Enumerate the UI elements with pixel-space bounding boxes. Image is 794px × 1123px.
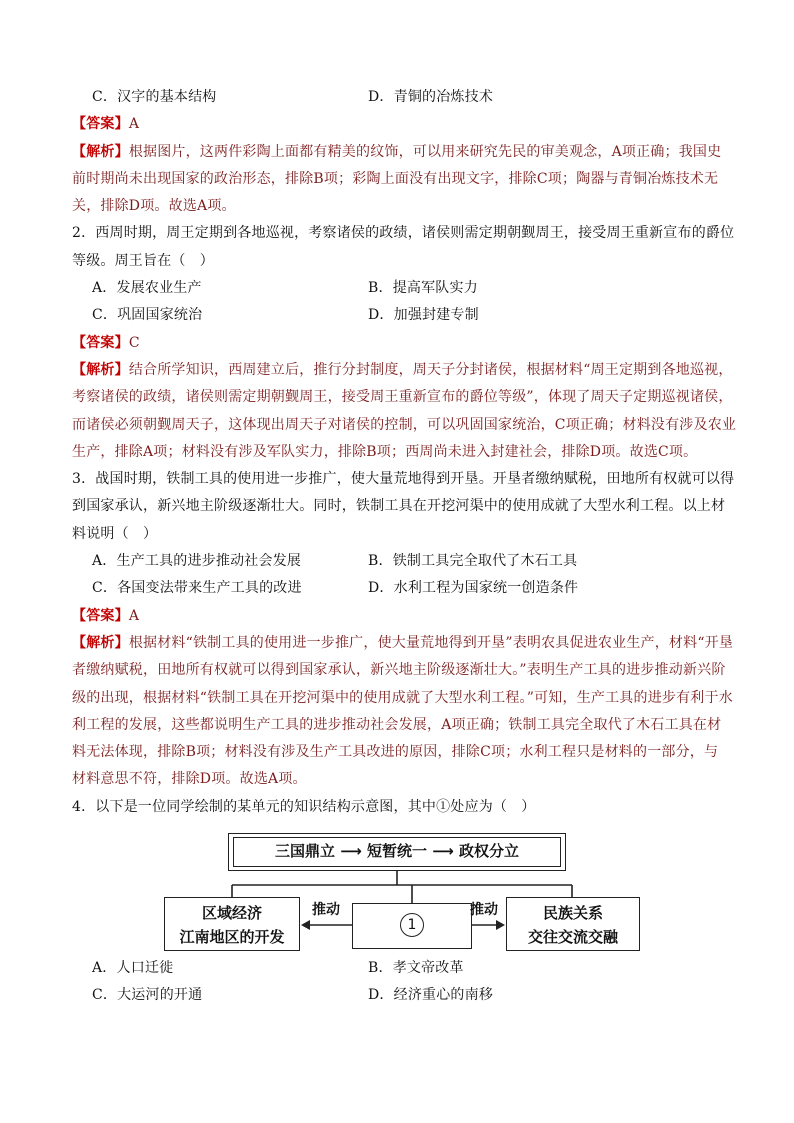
- analysis-text: 根据图片，这两件彩陶上面都有精美的纹饰，可以用来研究先民的审美观念，A项正确；我国史: [128, 143, 722, 160]
- q1-analysis-line: 关，排除D项。故选A项。: [72, 198, 236, 215]
- document-page: [72, 84, 737, 1010]
- q3-stem-line: 3．战国时期，铁制工具的使用进一步推广，使大量荒地得到开垦。开垦者缴纳赋税，田地所有权就可以得: [72, 471, 735, 488]
- q2-stem-line: 2．西周时期，周王定期到各地巡视，考察诸侯的政绩，诸侯则需定期朝觐周王，接受周王重新宣布的爵位: [72, 225, 735, 242]
- q3-option-c: C．各国变法带来生产工具的改进: [92, 580, 302, 597]
- q3-answer: [72, 603, 728, 630]
- diagram-center-box: [352, 903, 472, 949]
- q1-options-cd: [72, 84, 728, 111]
- q2-answer: [72, 330, 728, 357]
- knowledge-structure-diagram: [72, 823, 728, 951]
- left-box-line1: 区域经济: [201, 904, 262, 923]
- analysis-tag: 【解析】: [72, 361, 129, 378]
- q3-option-a: A．生产工具的进步推动社会发展: [92, 553, 302, 570]
- left-box-line2: 江南地区的开发: [179, 928, 285, 947]
- q3-analysis-line: 料无法体现，排除B项；材料没有涉及生产工具改进的原因，排除C项；水利工程只是材料的一部分，与: [72, 744, 719, 761]
- q3-option-b: B．铁制工具完全取代了木石工具: [368, 553, 578, 570]
- answer-value: C: [128, 334, 140, 351]
- q3-analysis-line: 级的出现，根据材料“铁制工具在开挖河渠中的使用成就了大型水利工程。”可知，生产工具的进步有利于水: [72, 689, 733, 706]
- q4-option-a: A．人口迁徙: [92, 960, 174, 977]
- q4-options-cd: [72, 982, 728, 1009]
- q2-options-ab: [72, 275, 728, 302]
- q2-option-a: A．发展农业生产: [92, 280, 202, 297]
- q2-analysis-line: 而诸侯必须朝觐周天子，这体现出周天子对诸侯的控制，可以巩固国家统治，C项正确；材料没有涉及农业: [72, 416, 737, 433]
- analysis-text: 根据材料“铁制工具的使用进一步推广，使大量荒地得到开垦”表明农具促进农业生产，材料“开垦: [128, 634, 734, 651]
- diagram-left-box: [164, 897, 300, 951]
- q2-options-cd: [72, 302, 728, 329]
- answer-tag: 【答案】: [72, 116, 129, 133]
- analysis-text: 结合所学知识，西周建立后，推行分封制度，周天子分封诸侯，根据材料“周王定期到各地巡视，: [128, 361, 733, 378]
- q2-analysis-line: [72, 357, 733, 384]
- q3-analysis-line: 利工程的发展，这些都说明生产工具的进步推动社会发展，A项正确；铁制工具完全取代了木石工具在材: [72, 716, 722, 733]
- q2-stem-line: 等级。周王旨在（ ）: [72, 252, 214, 269]
- q3-stem-line: 到国家承认，新兴地主阶级逐渐壮大。同时，铁制工具在开挖河渠中的使用成就了大型水利工程。以上材: [72, 498, 726, 515]
- q3-options-cd: [72, 575, 728, 602]
- q2-analysis-line: 考察诸侯的政绩，诸侯则需定期朝觐周王，接受周王重新宣布的爵位等级”，体现了周天子定期巡视诸侯，: [72, 389, 733, 406]
- diagram-top-box: [228, 833, 566, 871]
- circled-number-one: 1: [400, 913, 424, 937]
- top-box-text: 三国鼎立 ⟶ 短暂统一 ⟶ 政权分立: [275, 842, 519, 861]
- q4-option-d: D．经济重心的南移: [368, 987, 494, 1004]
- q3-analysis-line: 材料意思不符，排除D项。故选A项。: [72, 771, 307, 788]
- q1-analysis-line: 前时期尚未出现国家的政治形态，排除B项；彩陶上面没有出现文字，排除C项；陶器与青铜冶炼技术无: [72, 170, 719, 187]
- answer-value: A: [128, 116, 140, 133]
- analysis-tag: 【解析】: [72, 143, 129, 160]
- right-box-line2: 交往交流交融: [527, 928, 618, 947]
- q1-option-c: C．汉字的基本结构: [92, 89, 217, 105]
- answer-value: A: [128, 607, 140, 624]
- q1-answer: [72, 111, 728, 138]
- answer-tag: 【答案】: [72, 334, 129, 351]
- arrow-left-head: [301, 920, 310, 930]
- q1-analysis-line: [72, 139, 728, 166]
- q4-option-c: C．大运河的开通: [92, 987, 203, 1004]
- arrow-right-head: [496, 920, 505, 930]
- q1-option-d: D．青铜的冶炼技术: [368, 89, 494, 105]
- q2-option-d: D．加强封建专制: [368, 307, 479, 324]
- q2-option-c: C．巩固国家统治: [92, 307, 203, 324]
- analysis-tag: 【解析】: [72, 634, 129, 651]
- q3-option-d: D．水利工程为国家统一创造条件: [368, 580, 579, 597]
- q4-stem: 4．以下是一位同学绘制的某单元的知识结构示意图，其中①处应为（ ）: [72, 798, 536, 815]
- answer-tag: 【答案】: [72, 607, 129, 624]
- q3-stem-line: 料说明（ ）: [72, 525, 158, 542]
- q3-analysis-line: [72, 630, 734, 657]
- diagram-right-box: [506, 897, 640, 951]
- q3-analysis-line: 者缴纳赋税，田地所有权就可以得到国家承认，新兴地主阶级逐渐壮大。”表明生产工具的进步推动新兴阶: [72, 662, 726, 679]
- arrow-left-label: 推动: [312, 902, 340, 919]
- right-box-line1: 民族关系: [542, 904, 603, 923]
- q4-options-ab: [72, 955, 728, 982]
- q2-analysis-line: 生产，排除A项；材料没有涉及军队实力，排除B项；西周尚未进入封建社会，排除D项。故选C项。: [72, 443, 698, 460]
- q2-option-b: B．提高军队实力: [368, 280, 478, 297]
- arrow-right-label: 推动: [470, 902, 498, 919]
- q3-options-ab: [72, 548, 728, 575]
- q4-option-b: B．孝文帝改革: [368, 960, 464, 977]
